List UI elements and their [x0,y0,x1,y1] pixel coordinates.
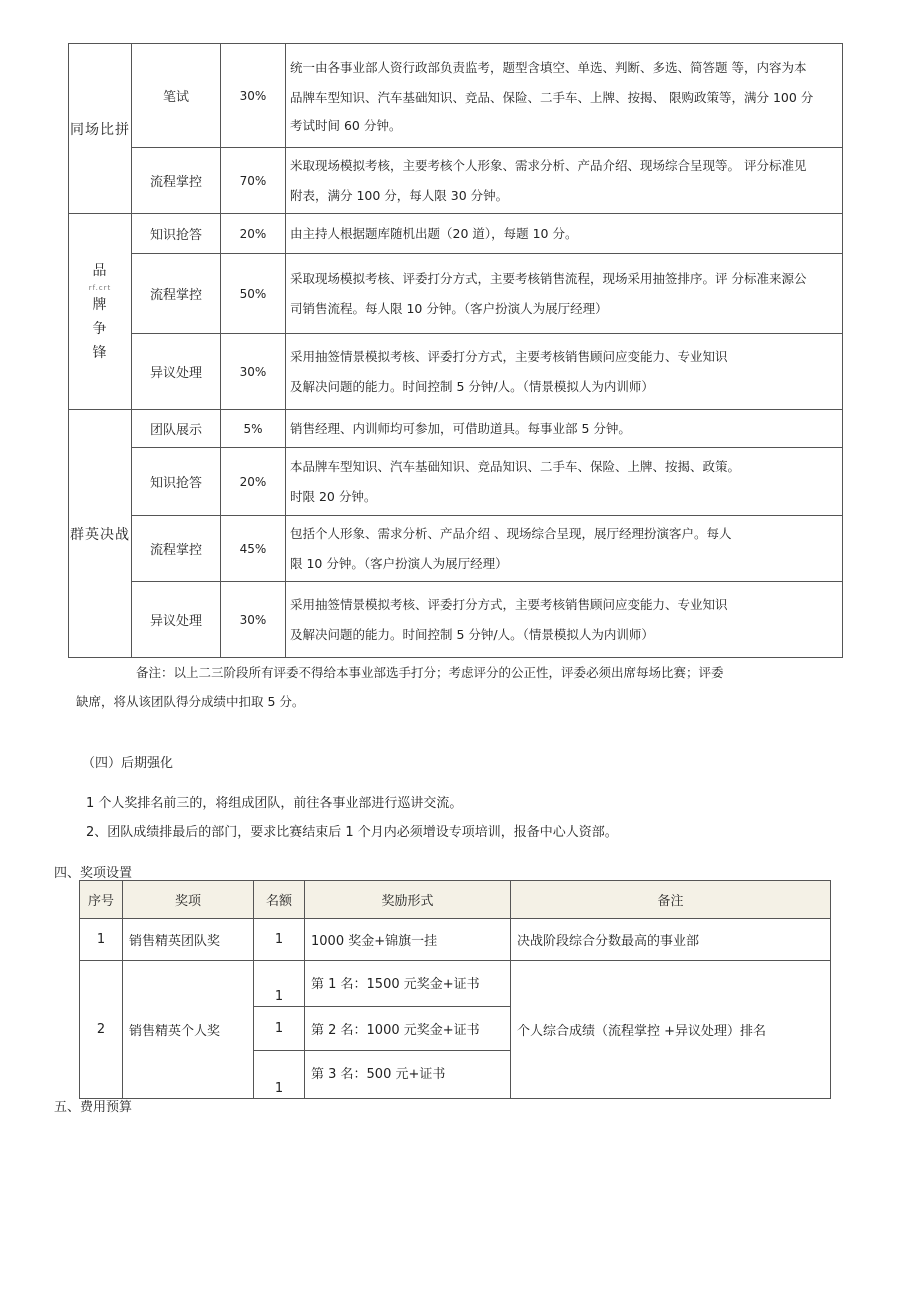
item-percent: 45% [221,516,286,582]
award-no: 1 [80,919,123,961]
award-no: 2 [80,961,123,1099]
table-row [69,214,843,254]
note-line-1: 备注：以上二三阶段所有评委不得给本事业部选手打分；考虑评分的公正性，评委必须出席每场比赛；评委 [136,665,724,680]
item-description [286,254,843,334]
desc-line: 包括个人形象、需求分析、产品介绍 、现场综合呈现，展厅经理扮演客户。每人 [290,525,732,541]
table-row [80,961,831,1007]
table-row [69,582,843,658]
table-row [69,254,843,334]
note-line-2: 缺席，将从该团队得分成绩中扣取 5 分。 [76,694,305,709]
header-cell: 奖项 [123,881,254,919]
award-quota: 1 [254,1051,305,1099]
item-description [286,516,843,582]
item-description [286,148,843,214]
header-cell: 序号 [80,881,123,919]
table-row [69,516,843,582]
desc-line: 及解决问题的能力。时间控制 5 分钟/人。（情景模拟人为内训师） [290,378,654,394]
item-name: 流程掌控 [132,148,221,214]
header-cell: 名额 [254,881,305,919]
stage-char: 品 [92,262,108,279]
item-percent: 30% [221,334,286,410]
item-percent: 20% [221,214,286,254]
desc-line: 采用抽签情景模拟考核、评委打分方式，主要考核销售顾问应变能力、专业知识 [290,348,728,364]
stage-name: 同场比拼 [69,44,132,214]
table-row [69,448,843,516]
item-description [286,582,843,658]
item-description [286,214,843,254]
desc-line: 采取现场模拟考核、评委打分方式，主要考核销售流程，现场采用抽签排序。评 分标准来源公 [290,270,807,286]
item-name: 知识抢答 [132,448,221,516]
table-row [69,148,843,214]
award-name: 销售精英个人奖 [123,961,254,1099]
section-heading-awards: 四、奖项设置 [54,866,133,881]
award-name: 销售精英团队奖 [123,919,254,961]
table-row [69,410,843,448]
item-percent: 20% [221,448,286,516]
desc-line: 及解决问题的能力。时间控制 5 分钟/人。（情景模拟人为内训师） [290,626,654,642]
table-row [69,334,843,410]
section-heading-budget: 五、费用预算 [54,1100,133,1115]
desc-line: 统一由各事业部人资行政部负责监考，题型含填空、单选、判断、多选、简答题 等，内容为本 [290,59,807,75]
item-name: 异议处理 [132,334,221,410]
award-remark: 个人综合成绩（流程掌控 +异议处理）排名 [511,961,831,1099]
item-description [286,410,843,448]
desc-line: 时限 20 分钟。 [290,488,377,504]
desc-line: 米取现场模拟考核，主要考核个人形象、需求分析、产品介绍、现场综合呈现等。 评分标准见 [290,157,807,173]
table-header-row [80,881,831,919]
desc-line: 考试时间 60 分钟。 [290,117,402,133]
item-percent: 70% [221,148,286,214]
header-cell: 备注 [511,881,831,919]
award-form: 1000 奖金+锦旗一挂 [305,919,511,961]
tiny-mark: rf.crt [88,283,112,292]
award-form: 第 3 名：500 元+证书 [305,1051,511,1099]
competition-table [68,43,843,658]
stage-name: 群英决战 [69,410,132,658]
table-row [80,919,831,961]
award-form: 第 1 名：1500 元奖金+证书 [305,961,511,1007]
desc-line: 采用抽签情景模拟考核、评委打分方式，主要考核销售顾问应变能力、专业知识 [290,596,728,612]
item-description [286,44,843,148]
desc-line: 限 10 分钟。（客户扮演人为展厅经理） [290,555,508,571]
item-name: 流程掌控 [132,254,221,334]
item-percent: 30% [221,582,286,658]
later-item-2: 2、团队成绩排最后的部门，要求比赛结束后 1 个月内必须增设专项培训，报备中心人资部。 [86,825,618,840]
desc-line: 本品牌车型知识、汽车基础知识、竞品知识、二手车、保险、上牌、按揭、政策。 [290,458,741,474]
header-cell: 奖励形式 [305,881,511,919]
desc-line: 司销售流程。每人限 10 分钟。（客户扮演人为展厅经理） [290,300,608,316]
awards-table [79,880,831,1099]
award-remark: 决战阶段综合分数最高的事业部 [511,919,831,961]
stage-char: 锋 [92,344,108,361]
stage-char: 牌 [92,296,108,313]
item-percent: 30% [221,44,286,148]
stage-name [69,214,132,410]
item-name: 团队展示 [132,410,221,448]
item-percent: 50% [221,254,286,334]
table-row [69,44,843,148]
item-description [286,448,843,516]
item-name: 笔试 [132,44,221,148]
desc-line: 由主持人根据题库随机出题（20 道），每题 10 分。 [290,225,578,241]
award-quota: 1 [254,961,305,1007]
item-name: 异议处理 [132,582,221,658]
item-percent: 5% [221,410,286,448]
item-name: 流程掌控 [132,516,221,582]
stage-char: 争 [92,320,108,337]
desc-line: 销售经理、内训师均可参加，可借助道具。每事业部 5 分钟。 [290,420,631,436]
award-quota: 1 [254,1007,305,1051]
item-name: 知识抢答 [132,214,221,254]
award-form: 第 2 名：1000 元奖金+证书 [305,1007,511,1051]
desc-line: 附表，满分 100 分，每人限 30 分钟。 [290,187,509,203]
section-heading-later: （四）后期强化 [82,756,174,771]
later-item-1: 1 个人奖排名前三的，将组成团队，前往各事业部进行巡讲交流。 [86,796,463,811]
item-description [286,334,843,410]
desc-line: 品牌车型知识、汽车基础知识、竞品、保险、二手车、上牌、按揭、 限购政策等，满分 100 分 [290,89,814,105]
award-quota: 1 [254,919,305,961]
